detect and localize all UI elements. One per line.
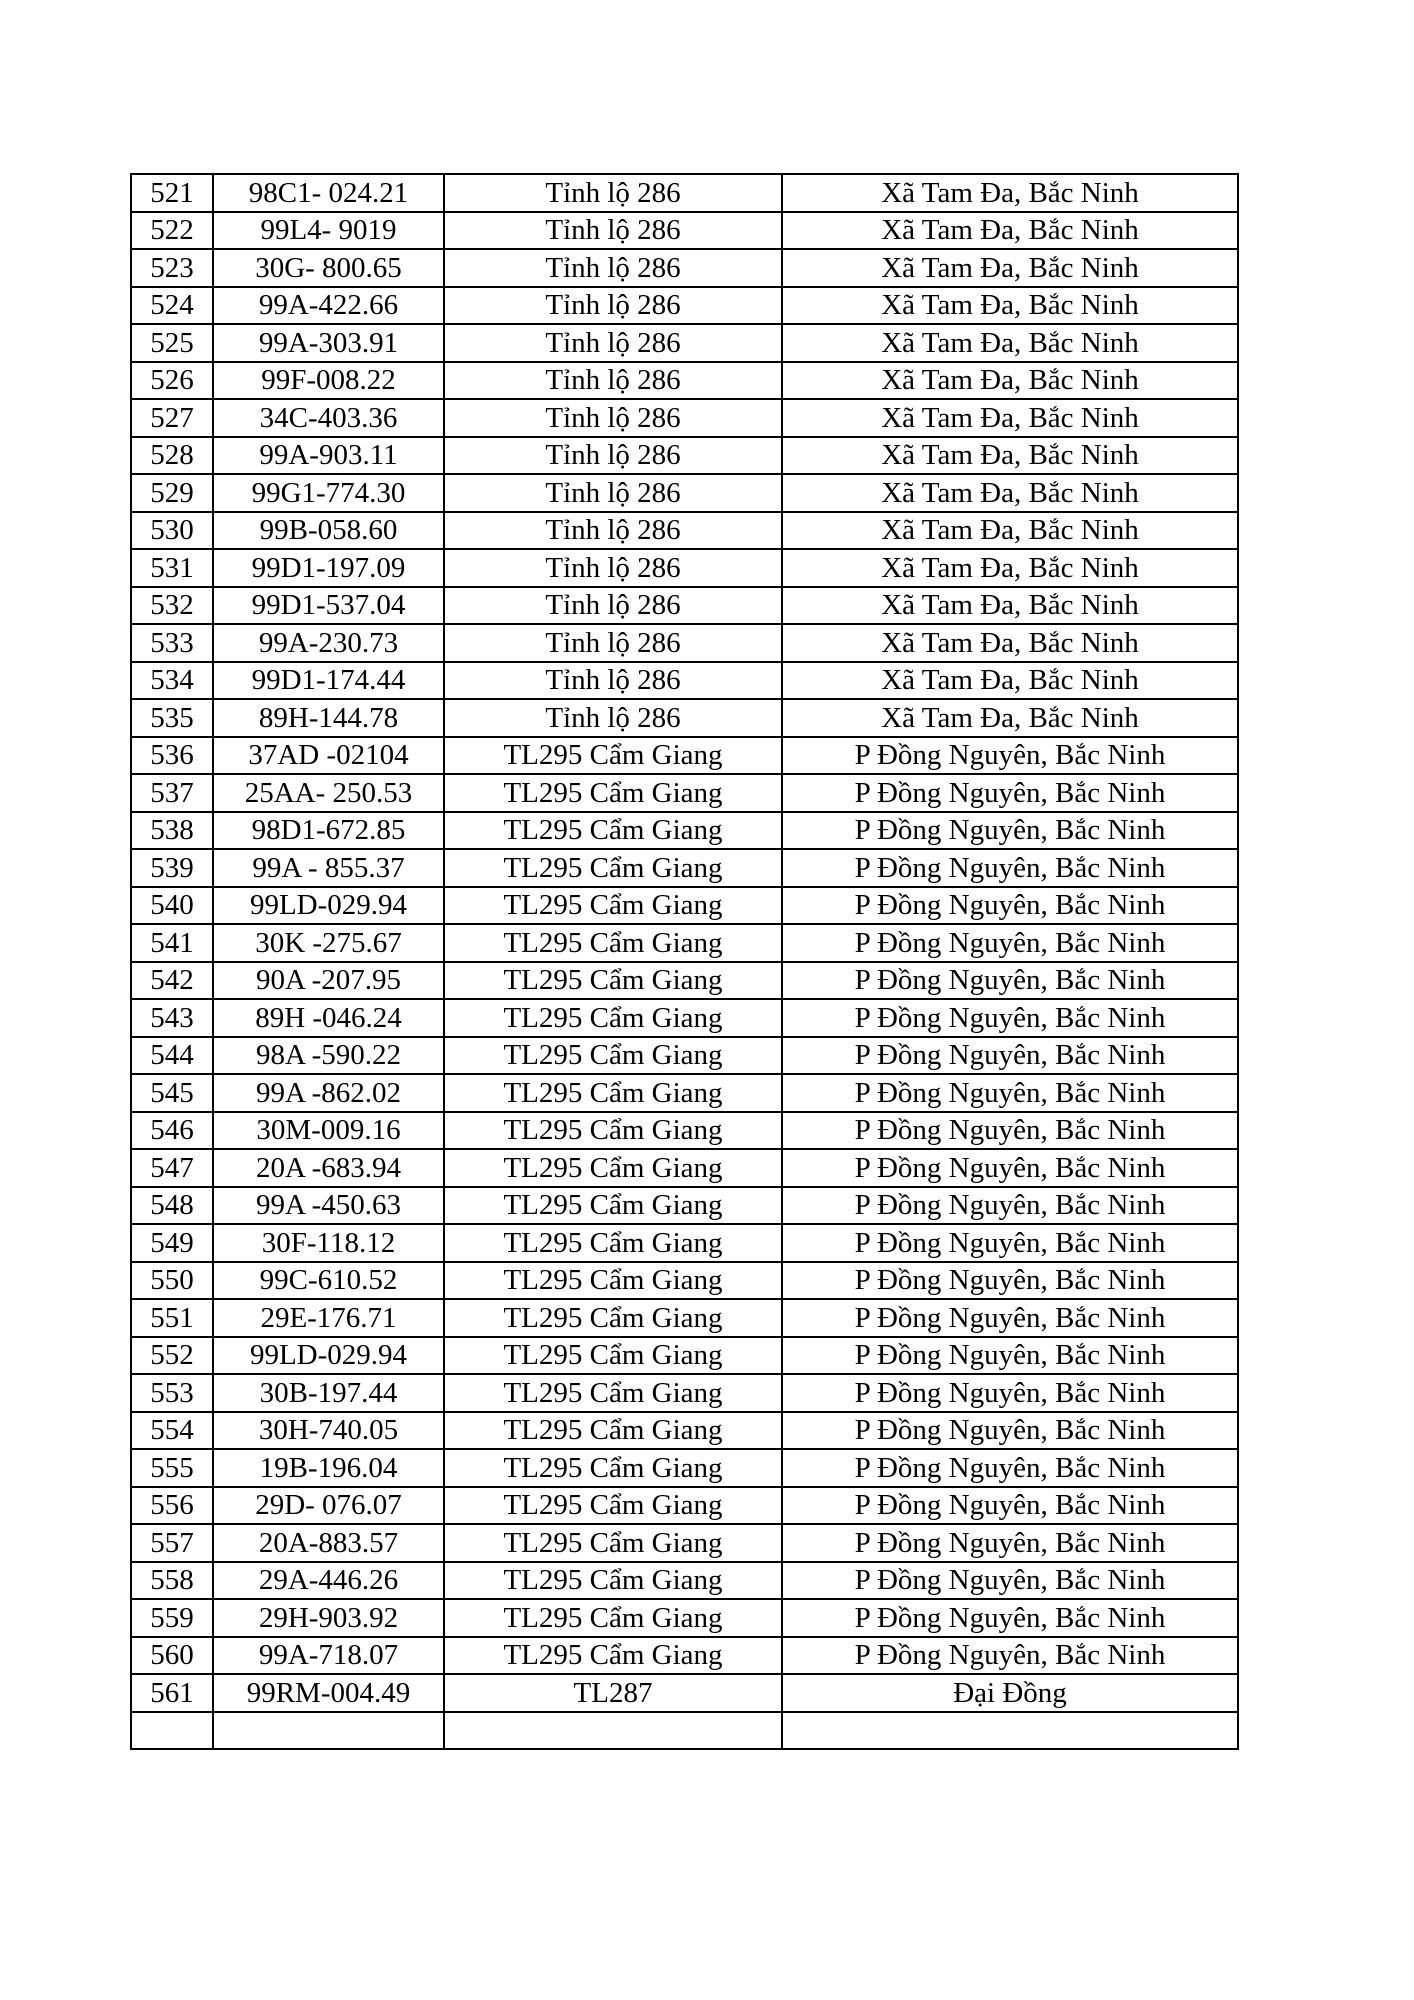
location-cell: Xã Tam Đa, Bắc Ninh bbox=[782, 549, 1238, 587]
road-cell: TL295 Cẩm Giang bbox=[444, 887, 782, 925]
license-plate-cell: 99A-303.91 bbox=[213, 324, 444, 362]
license-plate-cell: 99A-903.11 bbox=[213, 437, 444, 475]
row-number-cell: 543 bbox=[131, 999, 213, 1037]
road-cell: TL295 Cẩm Giang bbox=[444, 1074, 782, 1112]
table-row bbox=[131, 1374, 1238, 1412]
license-plate-cell: 99B-058.60 bbox=[213, 512, 444, 550]
row-number-cell bbox=[131, 1712, 213, 1750]
license-plate-cell: 99A -450.63 bbox=[213, 1187, 444, 1225]
road-cell: Tỉnh lộ 286 bbox=[444, 362, 782, 400]
location-cell: Xã Tam Đa, Bắc Ninh bbox=[782, 324, 1238, 362]
row-number-cell: 534 bbox=[131, 662, 213, 700]
row-number-cell: 545 bbox=[131, 1074, 213, 1112]
license-plate-cell: 99A -862.02 bbox=[213, 1074, 444, 1112]
road-cell: Tỉnh lộ 286 bbox=[444, 287, 782, 325]
road-cell: TL295 Cẩm Giang bbox=[444, 1149, 782, 1187]
location-cell: P Đồng Nguyên, Bắc Ninh bbox=[782, 887, 1238, 925]
license-plate-cell: 99LD-029.94 bbox=[213, 1337, 444, 1375]
license-plate-cell: 99C-610.52 bbox=[213, 1262, 444, 1300]
row-number-cell: 542 bbox=[131, 962, 213, 1000]
location-cell: Xã Tam Đa, Bắc Ninh bbox=[782, 699, 1238, 737]
table-row bbox=[131, 774, 1238, 812]
row-number-cell: 552 bbox=[131, 1337, 213, 1375]
table-row bbox=[131, 1487, 1238, 1525]
road-cell: TL295 Cẩm Giang bbox=[444, 1262, 782, 1300]
location-cell: P Đồng Nguyên, Bắc Ninh bbox=[782, 849, 1238, 887]
row-number-cell: 560 bbox=[131, 1637, 213, 1675]
location-cell: P Đồng Nguyên, Bắc Ninh bbox=[782, 1374, 1238, 1412]
vehicle-violation-table bbox=[130, 173, 1239, 1750]
road-cell: TL295 Cẩm Giang bbox=[444, 1299, 782, 1337]
road-cell: Tỉnh lộ 286 bbox=[444, 549, 782, 587]
road-cell: Tỉnh lộ 286 bbox=[444, 324, 782, 362]
table-row bbox=[131, 1562, 1238, 1600]
road-cell: Tỉnh lộ 286 bbox=[444, 512, 782, 550]
row-number-cell: 527 bbox=[131, 399, 213, 437]
license-plate-cell: 29D- 076.07 bbox=[213, 1487, 444, 1525]
row-number-cell: 558 bbox=[131, 1562, 213, 1600]
road-cell: Tỉnh lộ 286 bbox=[444, 474, 782, 512]
location-cell: Xã Tam Đa, Bắc Ninh bbox=[782, 249, 1238, 287]
row-number-cell: 522 bbox=[131, 212, 213, 250]
table-row bbox=[131, 1224, 1238, 1262]
table-row bbox=[131, 1037, 1238, 1075]
location-cell: Xã Tam Đa, Bắc Ninh bbox=[782, 662, 1238, 700]
location-cell: P Đồng Nguyên, Bắc Ninh bbox=[782, 962, 1238, 1000]
row-number-cell: 524 bbox=[131, 287, 213, 325]
row-number-cell: 561 bbox=[131, 1674, 213, 1712]
table-row bbox=[131, 1262, 1238, 1300]
table-row bbox=[131, 849, 1238, 887]
license-plate-cell: 30F-118.12 bbox=[213, 1224, 444, 1262]
row-number-cell: 532 bbox=[131, 587, 213, 625]
location-cell: P Đồng Nguyên, Bắc Ninh bbox=[782, 737, 1238, 775]
license-plate-cell: 99G1-774.30 bbox=[213, 474, 444, 512]
location-cell: Xã Tam Đa, Bắc Ninh bbox=[782, 212, 1238, 250]
table-row bbox=[131, 1599, 1238, 1637]
location-cell: Xã Tam Đa, Bắc Ninh bbox=[782, 362, 1238, 400]
license-plate-cell: 89H -046.24 bbox=[213, 999, 444, 1037]
location-cell: Xã Tam Đa, Bắc Ninh bbox=[782, 587, 1238, 625]
row-number-cell: 548 bbox=[131, 1187, 213, 1225]
location-cell: P Đồng Nguyên, Bắc Ninh bbox=[782, 1187, 1238, 1225]
road-cell: TL295 Cẩm Giang bbox=[444, 1487, 782, 1525]
road-cell: Tỉnh lộ 286 bbox=[444, 249, 782, 287]
location-cell: Xã Tam Đa, Bắc Ninh bbox=[782, 287, 1238, 325]
row-number-cell: 536 bbox=[131, 737, 213, 775]
location-cell: Xã Tam Đa, Bắc Ninh bbox=[782, 512, 1238, 550]
table-row bbox=[131, 924, 1238, 962]
table-row bbox=[131, 362, 1238, 400]
road-cell: TL295 Cẩm Giang bbox=[444, 924, 782, 962]
location-cell: P Đồng Nguyên, Bắc Ninh bbox=[782, 1524, 1238, 1562]
location-cell: P Đồng Nguyên, Bắc Ninh bbox=[782, 1599, 1238, 1637]
row-number-cell: 529 bbox=[131, 474, 213, 512]
road-cell: TL295 Cẩm Giang bbox=[444, 1187, 782, 1225]
row-number-cell: 555 bbox=[131, 1449, 213, 1487]
license-plate-cell: 19B-196.04 bbox=[213, 1449, 444, 1487]
license-plate-cell: 29A-446.26 bbox=[213, 1562, 444, 1600]
road-cell: TL295 Cẩm Giang bbox=[444, 1412, 782, 1450]
road-cell: Tỉnh lộ 286 bbox=[444, 699, 782, 737]
row-number-cell: 554 bbox=[131, 1412, 213, 1450]
row-number-cell: 556 bbox=[131, 1487, 213, 1525]
row-number-cell: 553 bbox=[131, 1374, 213, 1412]
row-number-cell: 544 bbox=[131, 1037, 213, 1075]
table-row bbox=[131, 662, 1238, 700]
road-cell: TL295 Cẩm Giang bbox=[444, 1037, 782, 1075]
row-number-cell: 551 bbox=[131, 1299, 213, 1337]
row-number-cell: 541 bbox=[131, 924, 213, 962]
row-number-cell: 557 bbox=[131, 1524, 213, 1562]
road-cell: TL295 Cẩm Giang bbox=[444, 849, 782, 887]
road-cell: TL295 Cẩm Giang bbox=[444, 812, 782, 850]
table-row bbox=[131, 212, 1238, 250]
road-cell: Tỉnh lộ 286 bbox=[444, 437, 782, 475]
license-plate-cell: 99A-422.66 bbox=[213, 287, 444, 325]
road-cell: TL295 Cẩm Giang bbox=[444, 1337, 782, 1375]
license-plate-cell: 34C-403.36 bbox=[213, 399, 444, 437]
road-cell: TL295 Cẩm Giang bbox=[444, 1112, 782, 1150]
license-plate-cell: 29E-176.71 bbox=[213, 1299, 444, 1337]
license-plate-cell: 20A-883.57 bbox=[213, 1524, 444, 1562]
table-row bbox=[131, 399, 1238, 437]
location-cell: P Đồng Nguyên, Bắc Ninh bbox=[782, 1299, 1238, 1337]
table-row bbox=[131, 249, 1238, 287]
location-cell: P Đồng Nguyên, Bắc Ninh bbox=[782, 1037, 1238, 1075]
location-cell: Đại Đồng bbox=[782, 1674, 1238, 1712]
row-number-cell: 549 bbox=[131, 1224, 213, 1262]
location-cell: P Đồng Nguyên, Bắc Ninh bbox=[782, 1412, 1238, 1450]
table-row bbox=[131, 1337, 1238, 1375]
table-row bbox=[131, 174, 1238, 212]
license-plate-cell bbox=[213, 1712, 444, 1750]
license-plate-cell: 99D1-174.44 bbox=[213, 662, 444, 700]
row-number-cell: 526 bbox=[131, 362, 213, 400]
table-row bbox=[131, 999, 1238, 1037]
license-plate-cell: 99D1-197.09 bbox=[213, 549, 444, 587]
license-plate-cell: 29H-903.92 bbox=[213, 1599, 444, 1637]
row-number-cell: 525 bbox=[131, 324, 213, 362]
license-plate-cell: 90A -207.95 bbox=[213, 962, 444, 1000]
table-row bbox=[131, 324, 1238, 362]
table-row bbox=[131, 1299, 1238, 1337]
license-plate-cell: 30G- 800.65 bbox=[213, 249, 444, 287]
table-row bbox=[131, 1112, 1238, 1150]
license-plate-cell: 99A-230.73 bbox=[213, 624, 444, 662]
table-row bbox=[131, 812, 1238, 850]
table-row bbox=[131, 1187, 1238, 1225]
license-plate-cell: 99F-008.22 bbox=[213, 362, 444, 400]
road-cell: TL295 Cẩm Giang bbox=[444, 1449, 782, 1487]
row-number-cell: 530 bbox=[131, 512, 213, 550]
road-cell: TL295 Cẩm Giang bbox=[444, 737, 782, 775]
row-number-cell: 537 bbox=[131, 774, 213, 812]
table-row bbox=[131, 1074, 1238, 1112]
table-row bbox=[131, 887, 1238, 925]
road-cell: Tỉnh lộ 286 bbox=[444, 399, 782, 437]
road-cell: Tỉnh lộ 286 bbox=[444, 174, 782, 212]
row-number-cell: 535 bbox=[131, 699, 213, 737]
road-cell: TL295 Cẩm Giang bbox=[444, 962, 782, 1000]
row-number-cell: 528 bbox=[131, 437, 213, 475]
table-row bbox=[131, 287, 1238, 325]
license-plate-cell: 37AD -02104 bbox=[213, 737, 444, 775]
road-cell: TL295 Cẩm Giang bbox=[444, 1224, 782, 1262]
row-number-cell: 559 bbox=[131, 1599, 213, 1637]
license-plate-cell: 99L4- 9019 bbox=[213, 212, 444, 250]
table-row bbox=[131, 624, 1238, 662]
table-row bbox=[131, 1149, 1238, 1187]
license-plate-cell: 99D1-537.04 bbox=[213, 587, 444, 625]
table-row bbox=[131, 474, 1238, 512]
location-cell: Xã Tam Đa, Bắc Ninh bbox=[782, 399, 1238, 437]
row-number-cell: 540 bbox=[131, 887, 213, 925]
location-cell: P Đồng Nguyên, Bắc Ninh bbox=[782, 999, 1238, 1037]
table-row bbox=[131, 962, 1238, 1000]
license-plate-cell: 99RM-004.49 bbox=[213, 1674, 444, 1712]
table-row bbox=[131, 1524, 1238, 1562]
road-cell: Tỉnh lộ 286 bbox=[444, 587, 782, 625]
row-number-cell: 531 bbox=[131, 549, 213, 587]
license-plate-cell: 98A -590.22 bbox=[213, 1037, 444, 1075]
row-number-cell: 546 bbox=[131, 1112, 213, 1150]
road-cell: Tỉnh lộ 286 bbox=[444, 624, 782, 662]
location-cell: P Đồng Nguyên, Bắc Ninh bbox=[782, 1112, 1238, 1150]
row-number-cell: 539 bbox=[131, 849, 213, 887]
table-row bbox=[131, 699, 1238, 737]
road-cell: Tỉnh lộ 286 bbox=[444, 662, 782, 700]
license-plate-cell: 98C1- 024.21 bbox=[213, 174, 444, 212]
row-number-cell: 523 bbox=[131, 249, 213, 287]
license-plate-cell: 30B-197.44 bbox=[213, 1374, 444, 1412]
road-cell: TL295 Cẩm Giang bbox=[444, 1599, 782, 1637]
location-cell: P Đồng Nguyên, Bắc Ninh bbox=[782, 1487, 1238, 1525]
license-plate-cell: 30M-009.16 bbox=[213, 1112, 444, 1150]
table-row bbox=[131, 437, 1238, 475]
license-plate-cell: 30K -275.67 bbox=[213, 924, 444, 962]
location-cell: P Đồng Nguyên, Bắc Ninh bbox=[782, 1074, 1238, 1112]
license-plate-cell: 98D1-672.85 bbox=[213, 812, 444, 850]
location-cell: P Đồng Nguyên, Bắc Ninh bbox=[782, 1262, 1238, 1300]
road-cell: TL295 Cẩm Giang bbox=[444, 1524, 782, 1562]
road-cell: Tỉnh lộ 286 bbox=[444, 212, 782, 250]
license-plate-cell: 89H-144.78 bbox=[213, 699, 444, 737]
table-body bbox=[131, 174, 1238, 1749]
location-cell: Xã Tam Đa, Bắc Ninh bbox=[782, 624, 1238, 662]
location-cell: Xã Tam Đa, Bắc Ninh bbox=[782, 437, 1238, 475]
location-cell: Xã Tam Đa, Bắc Ninh bbox=[782, 174, 1238, 212]
row-number-cell: 538 bbox=[131, 812, 213, 850]
table-row bbox=[131, 1637, 1238, 1675]
table-row bbox=[131, 587, 1238, 625]
location-cell: P Đồng Nguyên, Bắc Ninh bbox=[782, 1149, 1238, 1187]
row-number-cell: 533 bbox=[131, 624, 213, 662]
road-cell: TL295 Cẩm Giang bbox=[444, 1374, 782, 1412]
road-cell: TL287 bbox=[444, 1674, 782, 1712]
row-number-cell: 550 bbox=[131, 1262, 213, 1300]
table-row bbox=[131, 1449, 1238, 1487]
table-row bbox=[131, 1712, 1238, 1750]
location-cell bbox=[782, 1712, 1238, 1750]
license-plate-cell: 99A-718.07 bbox=[213, 1637, 444, 1675]
location-cell: P Đồng Nguyên, Bắc Ninh bbox=[782, 1337, 1238, 1375]
location-cell: P Đồng Nguyên, Bắc Ninh bbox=[782, 812, 1238, 850]
table-row bbox=[131, 512, 1238, 550]
location-cell: P Đồng Nguyên, Bắc Ninh bbox=[782, 1449, 1238, 1487]
location-cell: P Đồng Nguyên, Bắc Ninh bbox=[782, 1637, 1238, 1675]
location-cell: P Đồng Nguyên, Bắc Ninh bbox=[782, 924, 1238, 962]
location-cell: P Đồng Nguyên, Bắc Ninh bbox=[782, 1224, 1238, 1262]
table-row bbox=[131, 549, 1238, 587]
license-plate-cell: 25AA- 250.53 bbox=[213, 774, 444, 812]
license-plate-cell: 20A -683.94 bbox=[213, 1149, 444, 1187]
road-cell bbox=[444, 1712, 782, 1750]
license-plate-cell: 99A - 855.37 bbox=[213, 849, 444, 887]
row-number-cell: 521 bbox=[131, 174, 213, 212]
road-cell: TL295 Cẩm Giang bbox=[444, 774, 782, 812]
location-cell: P Đồng Nguyên, Bắc Ninh bbox=[782, 774, 1238, 812]
location-cell: Xã Tam Đa, Bắc Ninh bbox=[782, 474, 1238, 512]
table-row bbox=[131, 737, 1238, 775]
road-cell: TL295 Cẩm Giang bbox=[444, 1637, 782, 1675]
table-row bbox=[131, 1674, 1238, 1712]
table-row bbox=[131, 1412, 1238, 1450]
road-cell: TL295 Cẩm Giang bbox=[444, 1562, 782, 1600]
road-cell: TL295 Cẩm Giang bbox=[444, 999, 782, 1037]
location-cell: P Đồng Nguyên, Bắc Ninh bbox=[782, 1562, 1238, 1600]
license-plate-cell: 30H-740.05 bbox=[213, 1412, 444, 1450]
row-number-cell: 547 bbox=[131, 1149, 213, 1187]
license-plate-cell: 99LD-029.94 bbox=[213, 887, 444, 925]
